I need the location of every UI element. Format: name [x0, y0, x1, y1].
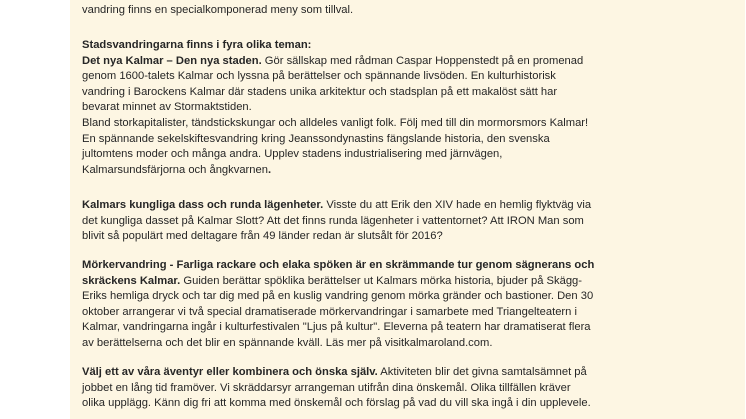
- theme1-line-1: Det nya Kalmar – Den nya staden. Gör sällskap med rådman Caspar Hoppenstedt på en promenad: [82, 54, 584, 67]
- theme2-line-1: Kalmars kungliga dass och runda lägenheter. Visste du att Erik den XIV hade en hemlig flyktväg via: [82, 199, 592, 211]
- theme2-section: [82, 198, 692, 245]
- theme1-line-7: jultomtens moder och många andra. Upplev stadens industrialisering med järnvägen,: [82, 148, 503, 161]
- theme3-title-line-1: Mörkervandring - Farliga rackare och elaka spöken är en skrämmande tur genom sägnerans och: [82, 259, 595, 271]
- theme1-line-6: En spännande sekelskiftesvandring kring Jeanssondynastins fängslande historia, den svenska: [82, 132, 550, 145]
- theme1-line-3: vandring i Barockens Kalmar där stadens unika arkitektur och stadsplan på ett makalöst sätt har: [82, 85, 558, 98]
- theme1-line-5: Bland storkapitalister, tändstickskungar och alldeles vanligt folk. Följ med till din mormorsmors Kalmar!: [82, 116, 589, 129]
- theme4-line-2: jobbet en lång tid framöver. Vi skräddarsyr arrangeman utifrån dina önskemål. Olika tillfällen kräver: [82, 381, 571, 394]
- intro-line: vandring finns en specialkomponerad meny som tillval.: [82, 4, 354, 16]
- theme2-line-2: det kungliga dasset på Kalmar Slott? Att det finns runda lägenheter i vattentornet? Att IRON Man som: [82, 214, 584, 227]
- theme4-title: Välj ett av våra äventyr eller kombinera och önska själv.: [82, 366, 378, 378]
- theme3-title-end: skräckens Kalmar.: [82, 274, 181, 287]
- theme1-line-8: Kalmarsundsfärjorna och ångkvarnen.: [82, 163, 272, 176]
- theme1-line-2: genom 1600-talets Kalmar och lyssna på berättelser och spännande livsöden. En kulturhistorisk: [82, 70, 556, 83]
- intro-paragraph: [82, 3, 692, 19]
- theme3-link-text: av berättelserna och det blir en spännande kväll. Läs mer på visitkalmaroland.com.: [82, 336, 493, 349]
- theme2-line-3: blivit så populärt med deltagare från 49 länder redan är slutsålt för 2016?: [82, 230, 443, 243]
- theme4-section: [82, 365, 692, 412]
- theme3-line-3: Eriks hemliga dryck och tar dig med på en kuslig vandring genom mörka gränder och bastioner. Den 30: [82, 290, 594, 303]
- theme1-line-4: bevarat minnet av Stormaktstiden.: [82, 101, 252, 114]
- theme3-section: [82, 258, 692, 352]
- theme3-line-2: skräckens Kalmar. Guiden berättar spöklika berättelser ut Kalmars mörka historia, bjuder på Skägg-: [82, 274, 582, 287]
- theme4-line-3: olika upplägg. Känn dig fri att komma med önskemål och förslag på vad du vill ska ingå i din upplevele.: [82, 397, 591, 410]
- theme3-line-4: oktober arrangerar vi två special dramatiserade mörkervandringar i samarbete med Triangelteatern i: [82, 305, 577, 318]
- theme3-line-6: [82, 336, 692, 352]
- theme3-line-5: Kalmar, vandringarna ingår i kulturfestivalen "Ljus på kultur". Eleverna på teatern har dramatiserat flera: [82, 321, 591, 334]
- theme4-line-1: Välj ett av våra äventyr eller kombinera och önska själv. Aktiviteten blir det givna samtalsämnet på: [82, 366, 587, 378]
- themes-section: [82, 38, 692, 178]
- theme1-title: Det nya Kalmar – Den nya staden.: [82, 54, 262, 67]
- theme2-title: Kalmars kungliga dass och runda lägenheter.: [82, 199, 324, 211]
- themes-heading: Stadsvandringarna finns i fyra olika teman:: [82, 39, 312, 51]
